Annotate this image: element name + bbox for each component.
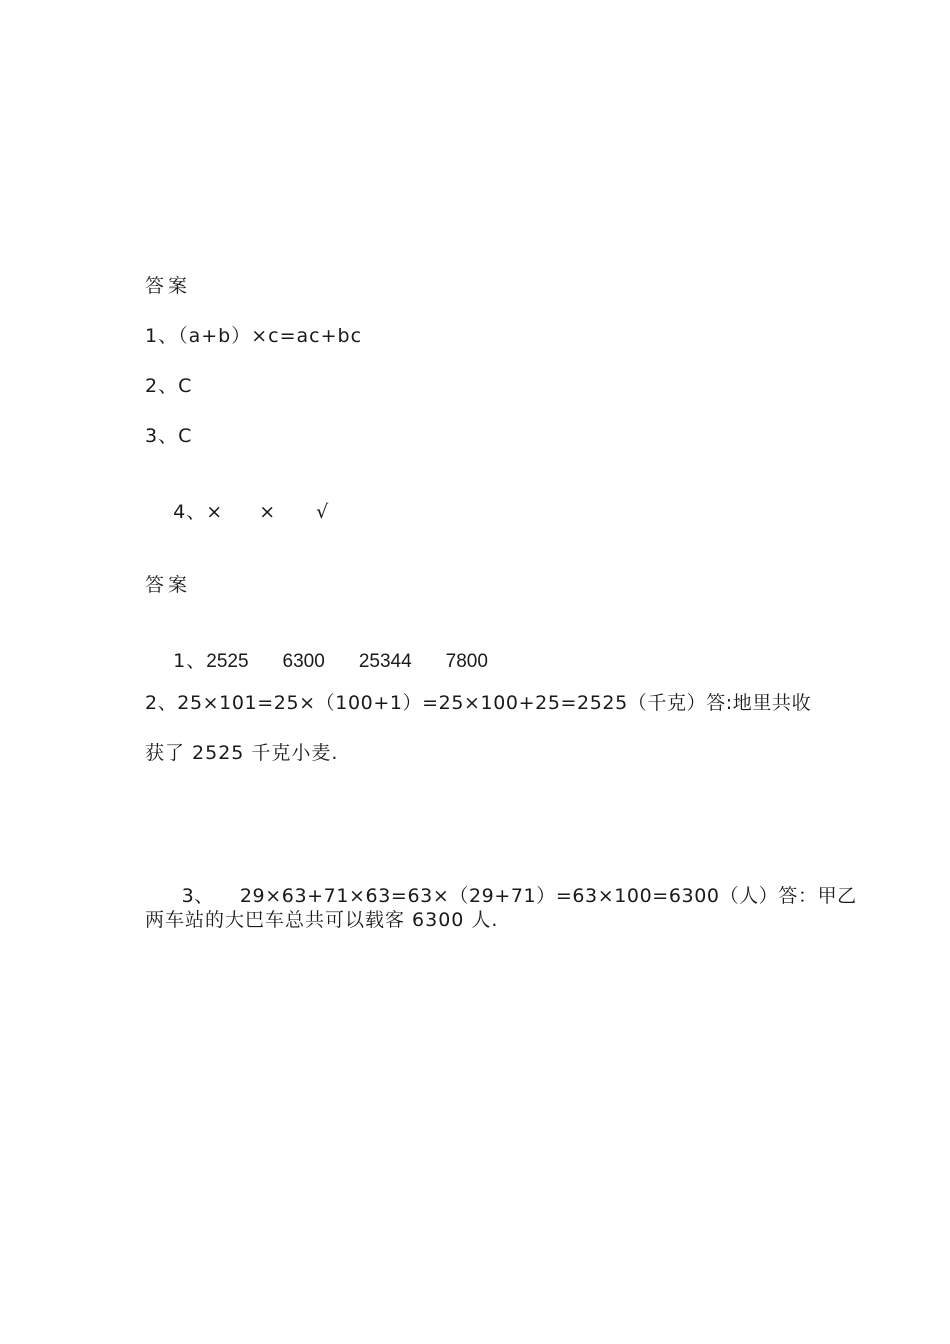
answer-2-3-prefix: 3、 [181,885,214,907]
answer-2-2-line-2: 获了 2525 千克小麦. [145,742,339,764]
answer-1-4-mark-3: √ [316,501,330,523]
answer-2-2-line-1: 2、25×101=25×（100+1）=25×100+25=2525（千克）答:地里共收 [145,692,812,714]
answer-1-4 [145,473,329,551]
answer-2-1-value-4: 7800 [445,651,488,672]
answer-1-4-prefix: 4、 [173,501,207,523]
answer-2-1-prefix: 1、 [173,650,207,672]
answer-1-1: 1、（a+b）×c=ac+bc [145,325,363,347]
answer-2-3-line-2: 两车站的大巴车总共可以载客 6300 人. [145,909,499,931]
answer-1-4-mark-2: × [259,501,277,523]
answer-2-3-formula: 29×63+71×63=63×（29+71）=63×100=6300（人）答：甲乙 [239,885,857,907]
answer-2-1-value-1: 2525 [206,651,249,672]
answer-heading-2: 答案 [145,574,192,596]
answer-1-2: 2、C [145,375,193,397]
answer-1-4-mark-1: × [206,501,224,523]
answer-2-1-value-2: 6300 [282,651,325,672]
answer-2-1-value-3: 25344 [358,651,412,672]
answer-1-3: 3、C [145,425,193,447]
answer-heading-1: 答案 [145,275,192,297]
